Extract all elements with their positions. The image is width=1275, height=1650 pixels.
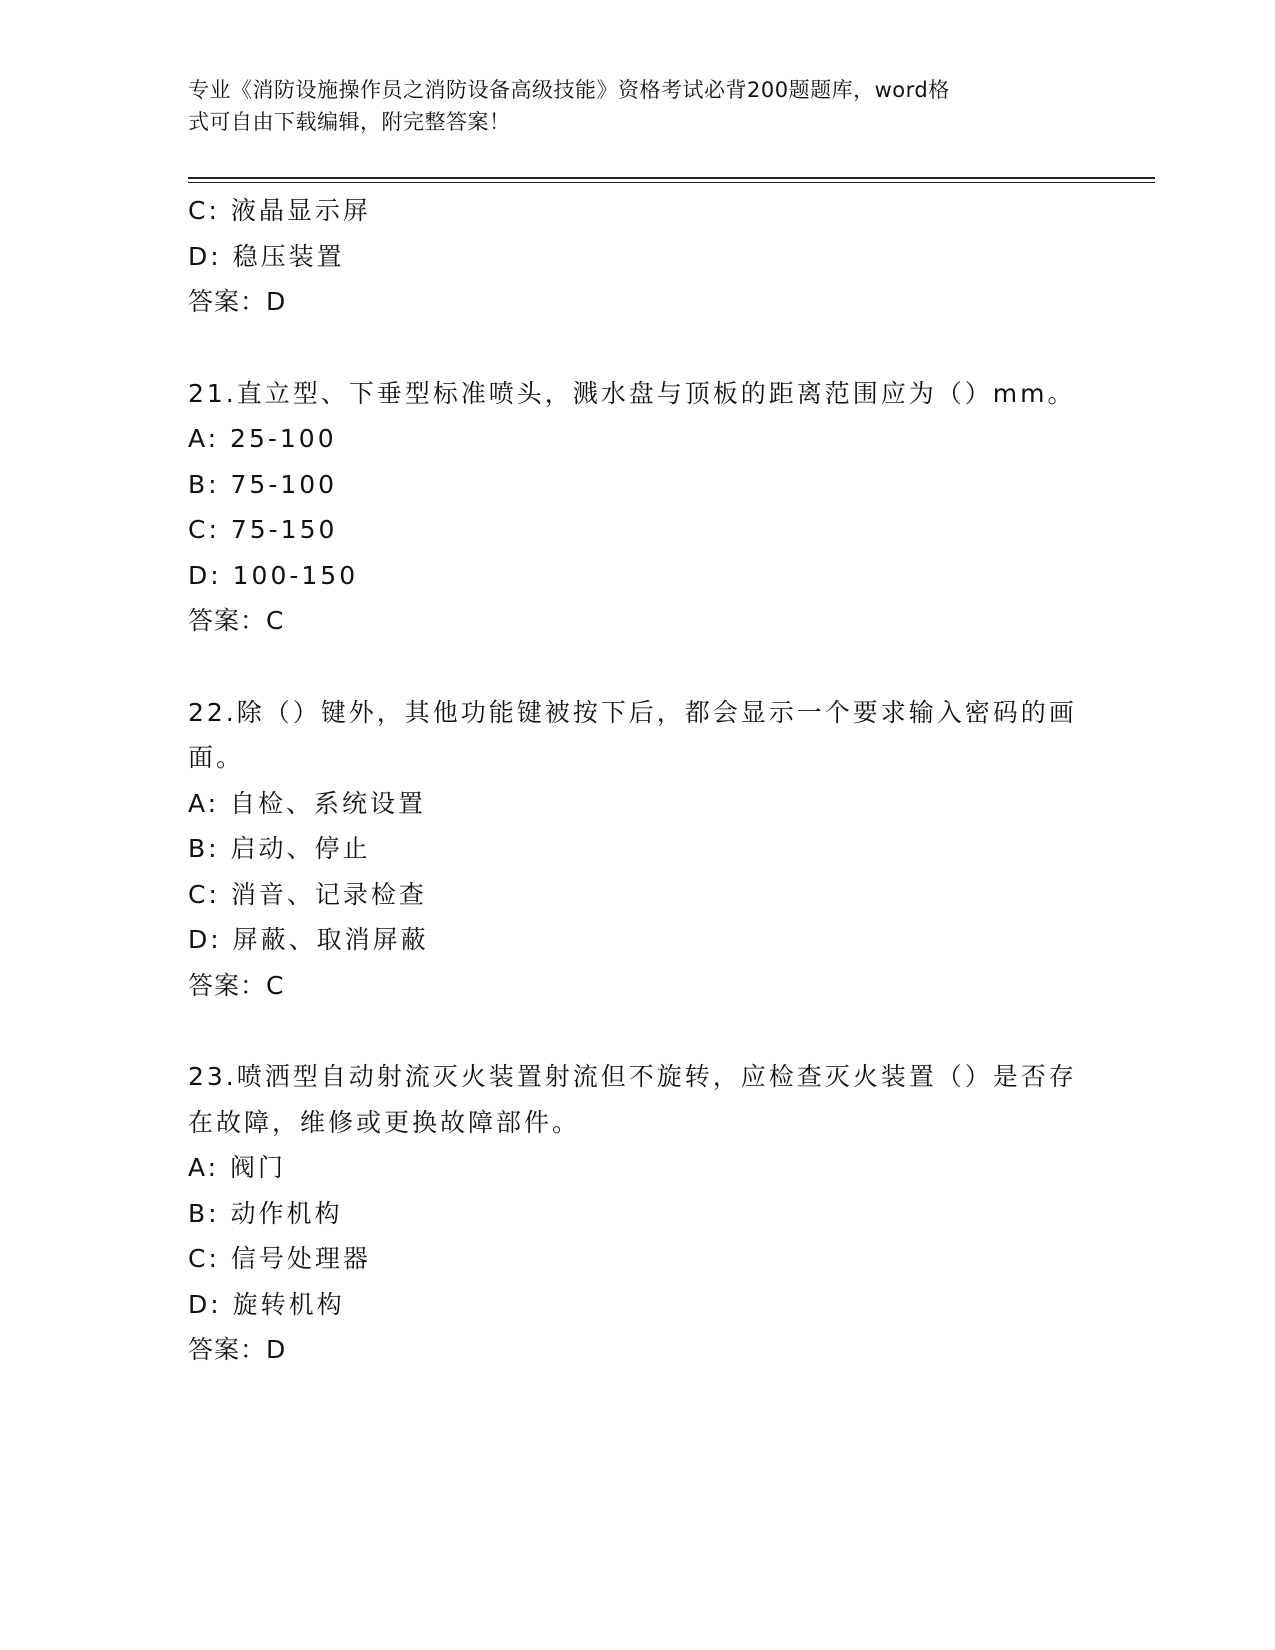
option-d [188, 234, 1088, 280]
answer-value: D [266, 1335, 287, 1364]
option-c [188, 507, 1088, 553]
option-c [188, 1236, 1088, 1282]
header-divider [188, 177, 1155, 179]
option-a [188, 1145, 1088, 1191]
option-text: 100-150 [232, 560, 359, 590]
option-text: 启动、停止 [230, 834, 371, 863]
option-label: A: [188, 424, 220, 453]
option-b [188, 826, 1088, 872]
answer-value: C [266, 970, 285, 1000]
option-text: 动作机构 [230, 1198, 343, 1228]
answer-label: 答案： [188, 287, 267, 316]
option-a [188, 781, 1088, 827]
option-text: 旋转机构 [232, 1289, 345, 1319]
answer-label: 答案： [188, 606, 267, 635]
question-block-21 [188, 371, 1088, 644]
answer-line [188, 1327, 1088, 1373]
option-d [188, 917, 1088, 963]
option-label: D: [188, 1289, 222, 1319]
option-label: D: [188, 560, 222, 590]
option-label: D: [188, 925, 222, 954]
answer-line [188, 279, 1088, 325]
option-label: D: [188, 241, 222, 271]
option-text: 消音、记录检查 [230, 879, 427, 909]
answer-value: C [266, 606, 285, 635]
option-label: B: [188, 469, 220, 499]
option-c [188, 188, 1088, 234]
option-label: B: [188, 834, 220, 863]
option-label: C: [188, 1244, 220, 1273]
option-text: 屏蔽、取消屏蔽 [232, 925, 429, 954]
question-block-20-tail [188, 188, 1088, 325]
option-label: A: [188, 1153, 220, 1182]
option-b [188, 1191, 1088, 1237]
option-text: 信号处理器 [230, 1244, 371, 1273]
answer-label: 答案： [188, 1335, 267, 1364]
question-text: 23.喷洒型自动射流灭火装置射流但不旋转，应检查灭火装置（）是否存在故障，维修或更换故障部件。 [188, 1062, 1077, 1137]
option-text: 液晶显示屏 [230, 196, 371, 225]
option-text: 稳压装置 [232, 241, 345, 271]
option-text: 75-100 [230, 469, 338, 499]
question-text: 21.直立型、下垂型标准喷头，溅水盘与顶板的距离范围应为（）mm。 [188, 378, 1076, 408]
option-d [188, 553, 1088, 599]
answer-label: 答案： [188, 970, 267, 1000]
question-text: 22.除（）键外，其他功能键被按下后，都会显示一个要求输入密码的画面。 [188, 697, 1077, 772]
answer-line [188, 598, 1088, 644]
question-block-22 [188, 690, 1088, 1009]
answer-line [188, 963, 1088, 1009]
option-text: 阀门 [230, 1153, 287, 1182]
header-line-1: 专业《消防设施操作员之消防设备高级技能》资格考试必背200题题库，word格 [188, 78, 950, 102]
option-b [188, 462, 1088, 508]
option-label: B: [188, 1198, 220, 1228]
option-d [188, 1282, 1088, 1328]
option-c [188, 872, 1088, 918]
option-label: C: [188, 515, 220, 544]
answer-value: D [266, 287, 287, 316]
option-text: 75-150 [230, 515, 338, 544]
question-block-23 [188, 1054, 1088, 1373]
header-line-2: 式可自由下载编辑，附完整答案！ [188, 110, 511, 134]
option-label: C: [188, 879, 220, 909]
option-text: 25-100 [230, 424, 337, 453]
option-a [188, 416, 1088, 462]
option-text: 自检、系统设置 [230, 788, 427, 818]
option-label: A: [188, 788, 220, 818]
question-list [188, 188, 1088, 1373]
header-divider-thin [188, 182, 1155, 183]
document-header [188, 74, 1068, 138]
option-label: C: [188, 196, 220, 225]
